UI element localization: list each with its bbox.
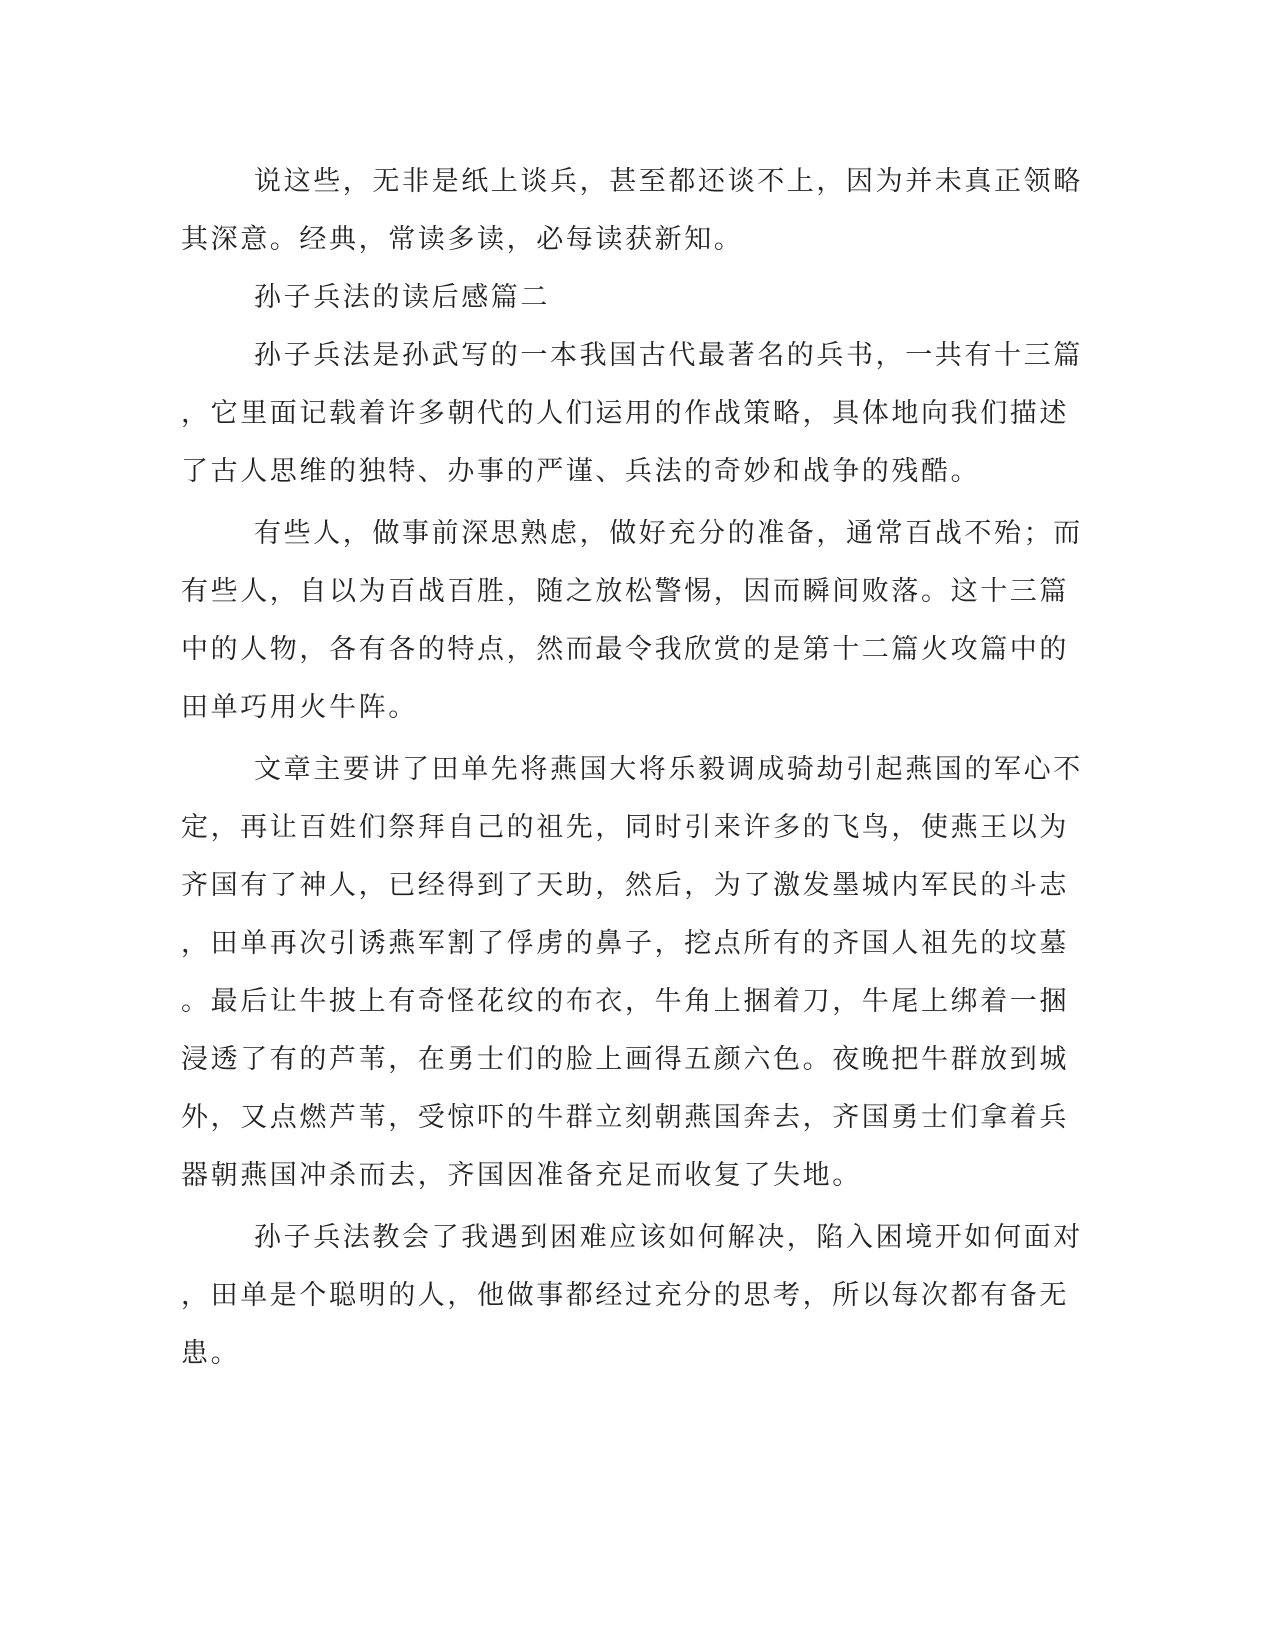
paragraph-2-line-1: 孙子兵法是孙武写的一本我国古代最著名的兵书，一共有十三篇 bbox=[254, 340, 1083, 371]
paragraph-4-line-1: 文章主要讲了田单先将燕国大将乐毅调成骑劫引起燕国的军心不 bbox=[254, 754, 1083, 785]
paragraph-4-line-2: 定，再让百姓们祭拜自己的祖先，同时引来许多的飞鸟，使燕王以为 bbox=[181, 812, 1069, 843]
paragraph-5-line-1: 孙子兵法教会了我遇到困难应该如何解决，陷入困境开如何面对 bbox=[254, 1222, 1083, 1253]
paragraph-2-line-2: ，它里面记载着许多朝代的人们运用的作战策略，具体地向我们描述 bbox=[181, 398, 1069, 429]
paragraph-1-line-2: 其深意。经典，常读多读，必每读获新知。 bbox=[181, 224, 744, 255]
paragraph-2-line-3: 了古人思维的独特、办事的严谨、兵法的奇妙和战争的残酷。 bbox=[181, 456, 981, 487]
paragraph-4-line-3: 齐国有了神人，已经得到了天助，然后，为了激发墨城内军民的斗志 bbox=[181, 870, 1069, 901]
paragraph-1-line-1: 说这些，无非是纸上谈兵，甚至都还谈不上，因为并未真正领略 bbox=[254, 166, 1083, 197]
paragraph-3-line-4: 田单巧用火牛阵。 bbox=[181, 692, 418, 723]
paragraph-4-line-7: 外，又点燃芦苇，受惊吓的牛群立刻朝燕国奔去，齐国勇士们拿着兵 bbox=[181, 1102, 1069, 1133]
paragraph-4-line-6: 浸透了有的芦苇，在勇士们的脸上画得五颜六色。夜晚把牛群放到城 bbox=[181, 1044, 1069, 1075]
paragraph-3-line-1: 有些人，做事前深思熟虑，做好充分的准备，通常百战不殆；而 bbox=[254, 518, 1083, 549]
paragraph-4-line-4: ，田单再次引诱燕军割了俘虏的鼻子，挖点所有的齐国人祖先的坟墓 bbox=[181, 928, 1069, 959]
paragraph-5-line-2: ，田单是个聪明的人，他做事都经过充分的思考，所以每次都有备无 bbox=[181, 1280, 1069, 1311]
paragraph-4-line-8: 器朝燕国冲杀而去，齐国因准备充足而收复了失地。 bbox=[181, 1160, 862, 1191]
paragraph-5-line-3: 患。 bbox=[181, 1338, 241, 1369]
paragraph-4-line-5: 。最后让牛披上有奇怪花纹的布衣，牛角上捆着刀，牛尾上绑着一捆 bbox=[181, 986, 1069, 1017]
section-heading: 孙子兵法的读后感篇二 bbox=[254, 282, 550, 313]
paragraph-3-line-3: 中的人物，各有各的特点，然而最令我欣赏的是第十二篇火攻篇中的 bbox=[181, 634, 1069, 665]
paragraph-3-line-2: 有些人，自以为百战百胜，随之放松警惕，因而瞬间败落。这十三篇 bbox=[181, 576, 1069, 607]
